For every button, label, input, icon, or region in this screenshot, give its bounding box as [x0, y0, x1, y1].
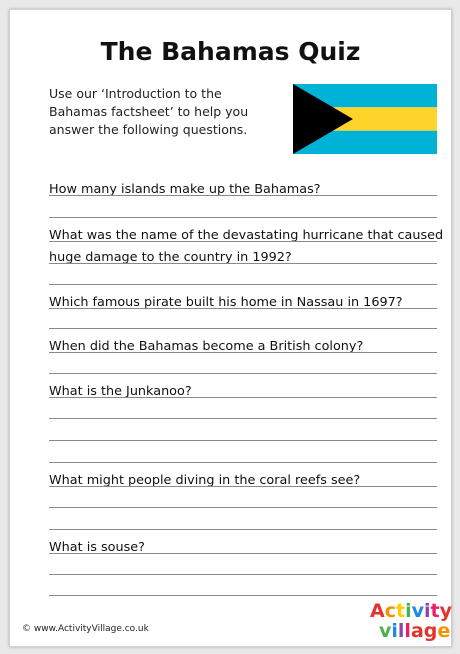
answer-line[interactable] — [49, 308, 437, 309]
page-title: The Bahamas Quiz — [100, 37, 361, 66]
logo-word-activity — [370, 602, 452, 621]
answer-line[interactable] — [49, 507, 437, 508]
answer-line[interactable] — [49, 217, 437, 218]
answer-line[interactable] — [49, 284, 437, 285]
answer-line[interactable] — [49, 373, 437, 374]
answer-line[interactable] — [49, 440, 437, 441]
logo-letter: l — [397, 620, 405, 642]
answer-line[interactable] — [49, 328, 437, 329]
intro-text: Use our ‘Introduction to the Bahamas factsheet’ to help you answer the following questions. — [49, 86, 249, 137]
worksheet-page — [9, 9, 452, 647]
bahamas-flag — [293, 84, 437, 154]
answer-line[interactable] — [49, 195, 437, 196]
logo-letter: v — [411, 600, 424, 622]
logo-letter: c — [384, 600, 396, 622]
logo-letter: t — [430, 600, 440, 622]
question-2-line-1: What was the name of the devastating hurricane that caused — [49, 228, 444, 243]
answer-line[interactable] — [49, 418, 437, 419]
question-4: When did the Bahamas become a British colony? — [49, 339, 364, 354]
logo-letter: l — [404, 620, 411, 642]
logo-letter: i — [423, 600, 431, 622]
answer-line[interactable] — [49, 352, 437, 353]
logo-word-village — [379, 622, 450, 641]
question-1: How many islands make up the Bahamas? — [49, 182, 321, 197]
logo-letter: v — [379, 620, 392, 642]
logo-letter: i — [391, 620, 398, 642]
logo-letter: A — [370, 600, 385, 622]
answer-line[interactable] — [49, 553, 437, 554]
question-2-line-2: huge damage to the country in 1992? — [49, 250, 292, 265]
question-3: Which famous pirate built his home in Nassau in 1697? — [49, 295, 403, 310]
answer-line[interactable] — [49, 462, 437, 463]
logo-letter: a — [410, 620, 424, 642]
logo-letter: y — [439, 600, 452, 622]
answer-line[interactable] — [49, 486, 437, 487]
answer-line[interactable] — [49, 263, 437, 264]
activity-village-logo — [370, 602, 450, 646]
question-5: What is the Junkanoo? — [49, 384, 192, 399]
question-7: What is souse? — [49, 540, 145, 555]
answer-line[interactable] — [49, 574, 437, 575]
logo-letter: t — [395, 600, 406, 622]
answer-line[interactable] — [49, 241, 437, 242]
question-6: What might people diving in the coral reefs see? — [49, 473, 361, 488]
logo-letter: e — [437, 620, 451, 642]
logo-letter: i — [405, 600, 412, 622]
answer-line[interactable] — [49, 595, 437, 596]
logo-letter: g — [423, 620, 438, 642]
copyright-footer: © www.ActivityVillage.co.uk — [22, 624, 149, 634]
answer-line[interactable] — [49, 529, 437, 530]
answer-line[interactable] — [49, 397, 437, 398]
